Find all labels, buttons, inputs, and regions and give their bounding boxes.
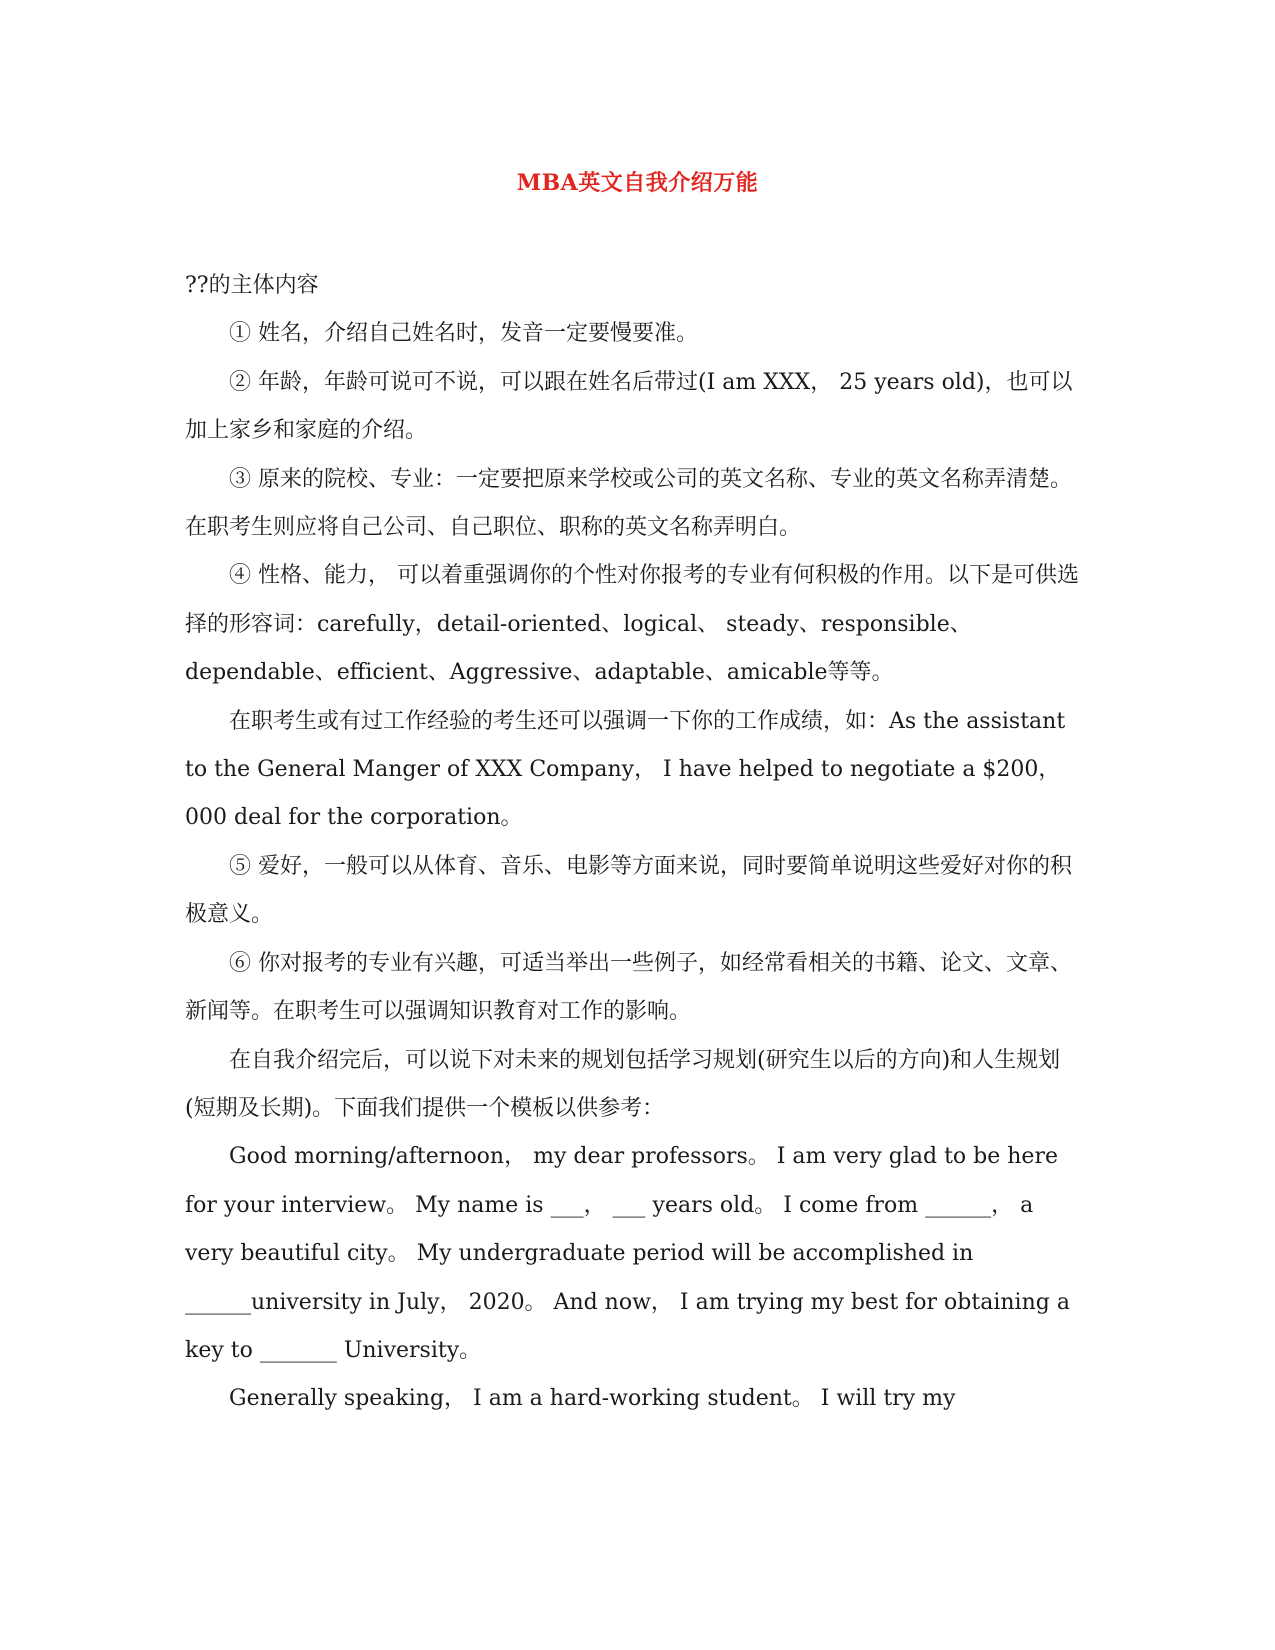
paragraph-age: ② 年龄，年龄可说可不说，可以跟在姓名后带过(I am XXX， 25 years old)，也可以加上家乡和家庭的介绍。 xyxy=(185,369,1073,444)
document-body xyxy=(185,262,1083,1424)
document-title: MBA英文自我介绍万能 xyxy=(516,170,759,196)
paragraph-personality: ④ 性格、能力， 可以着重强调你的个性对你报考的专业有何积极的作用。以下是可供选择的形容词：carefully，detail-oriented、logical、 steady、responsible、dependable、efficient、Aggressive、adaptable、amicable等等。 xyxy=(185,563,1079,686)
paragraph-template-intro: Good morning/afternoon， my dear professors。 I am very glad to be here for your interview。 My name is ___， ___ years old。 I come from ______， a very beautiful city。 My undergraduate period will be accomplished in ______university in July， 2020。 And now， I am trying my best for obtaining a key to _______ University。 xyxy=(185,1144,1077,1363)
paragraph-planning: 在自我介绍完后，可以说下对未来的规划包括学习规划(研究生以后的方向)和人生规划(短期及长期)。下面我们提供一个模板以供参考： xyxy=(185,1047,1061,1121)
paragraph-school-major: ③ 原来的院校、专业：一定要把原来学校或公司的英文名称、专业的英文名称弄清楚。在职考生则应将自己公司、自己职位、职称的英文名称弄明白。 xyxy=(185,466,1072,541)
paragraph-interest: ⑥ 你对报考的专业有兴趣，可适当举出一些例子，如经常看相关的书籍、论文、文章、新闻等。在职考生可以强调知识教育对工作的影响。 xyxy=(185,950,1072,1025)
section-heading: ??的主体内容 xyxy=(185,273,319,298)
paragraph-hobbies: ⑤ 爱好，一般可以从体育、音乐、电影等方面来说，同时要简单说明这些爱好对你的积极意义。 xyxy=(185,853,1072,928)
paragraph-template-continued: Generally speaking， I am a hard-working student。 I will try my xyxy=(229,1386,956,1412)
paragraph-name: ① 姓名，介绍自己姓名时，发音一定要慢要准。 xyxy=(229,321,698,347)
paragraph-work-achievement: 在职考生或有过工作经验的考生还可以强调一下你的工作成绩，如：As the assistant to the General Manger of XXX Company， I have helped to negotiate a $200，000 deal for the corporation。 xyxy=(185,708,1073,831)
